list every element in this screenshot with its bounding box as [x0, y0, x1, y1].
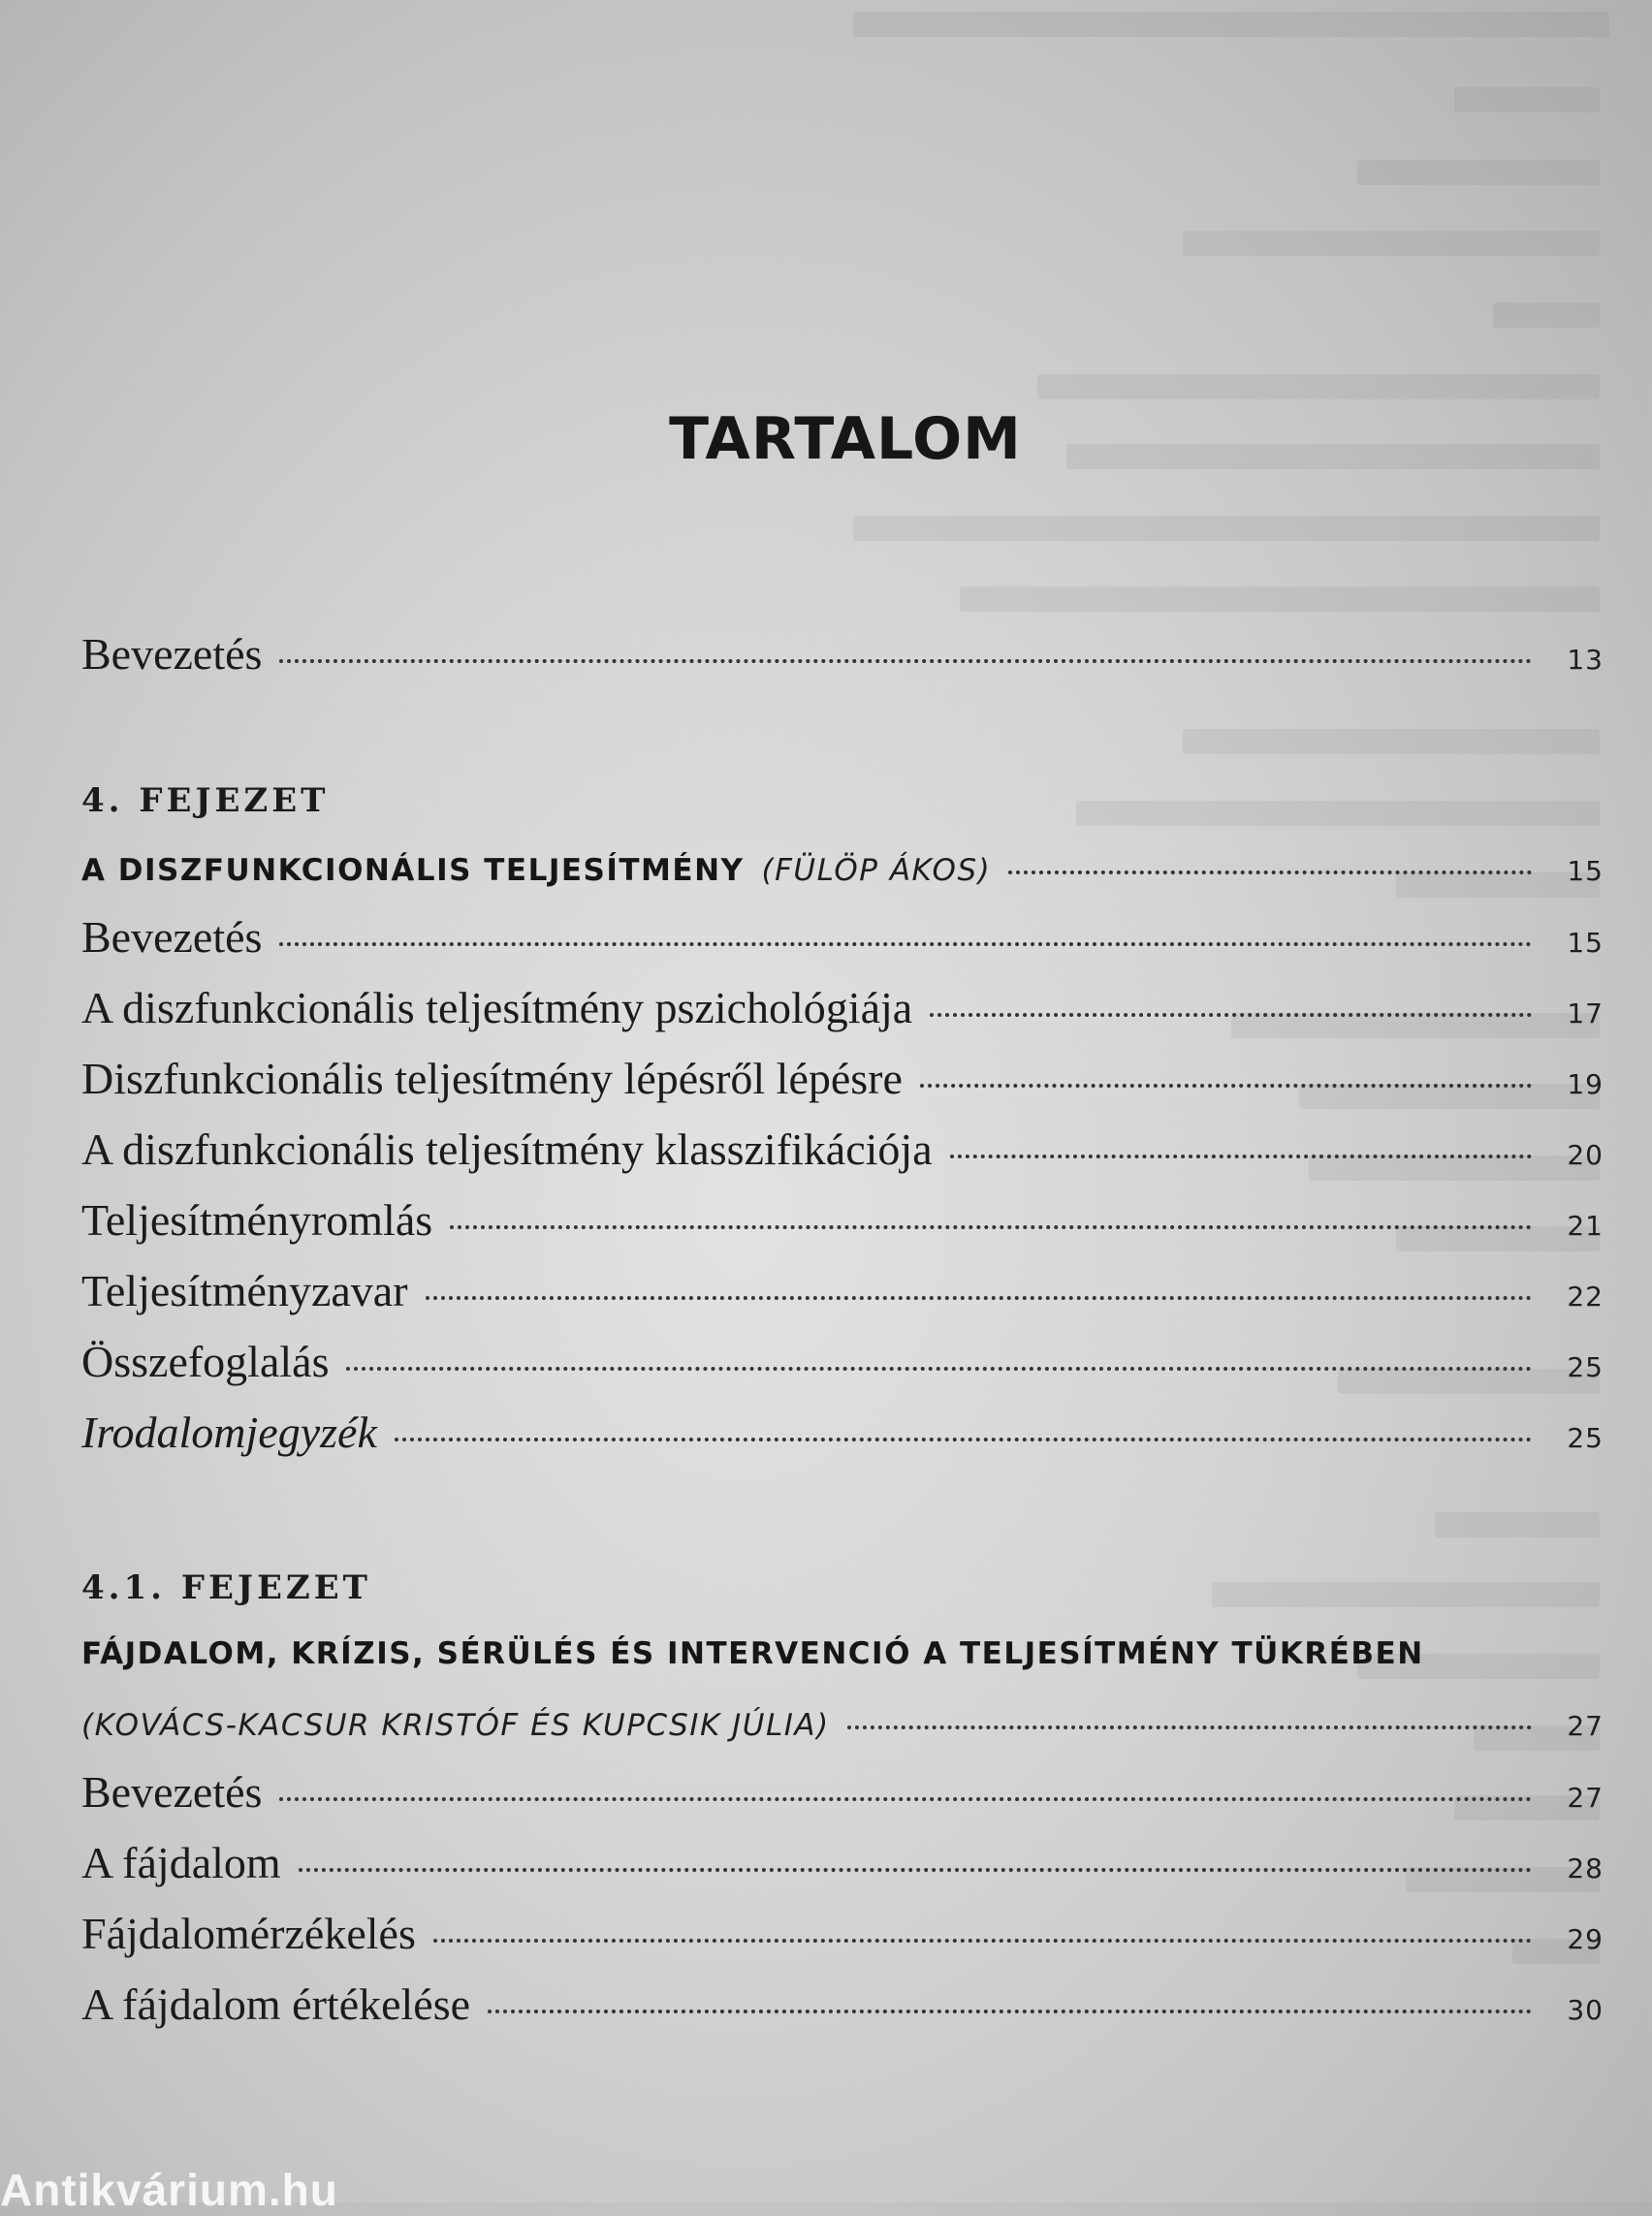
entry-label: Bevezetés [81, 629, 263, 679]
dot-leader [488, 2010, 1532, 2013]
page-number: 15 [1567, 855, 1604, 887]
dot-leader [950, 1155, 1532, 1158]
entry-label: Fájdalomérzékelés [81, 1909, 416, 1958]
chapter-author: (KOVÁCS-KACSUR KRISTÓF ÉS KUPCSIK JÚLIA) [81, 1708, 830, 1743]
entry-label: Diszfunkcionális teljesítmény lépésről lépésre [81, 1054, 903, 1103]
page-number: 27 [1567, 1710, 1604, 1742]
page-number: 27 [1567, 1782, 1604, 1814]
chapter-author: (FÜLÖP ÁKOS) [761, 853, 992, 888]
page-number: 13 [1567, 644, 1604, 676]
toc-entry[interactable] [81, 1979, 1604, 2030]
dot-leader [920, 1084, 1532, 1088]
page-number: 15 [1567, 927, 1604, 959]
page-title: TARTALOM [669, 405, 1022, 473]
page-number: 29 [1567, 1923, 1604, 1955]
watermark: Antikvárium.hu [0, 2165, 338, 2215]
entry-label: Teljesítményromlás [81, 1195, 433, 1245]
chapter-heading[interactable] [81, 853, 1604, 888]
dot-leader [433, 1939, 1532, 1943]
dot-leader [1008, 871, 1532, 874]
page-number: 17 [1567, 997, 1604, 1029]
toc-entry[interactable] [81, 1837, 1604, 1888]
dot-leader [346, 1367, 1532, 1371]
entry-label: Bevezetés [81, 912, 263, 962]
dot-leader [279, 942, 1532, 946]
chapter-label: 4.1. FEJEZET [81, 1568, 371, 1607]
toc-entry[interactable] [81, 1407, 1604, 1458]
toc-entry[interactable] [81, 1766, 1604, 1818]
toc-entry[interactable] [81, 1124, 1604, 1175]
entry-label: A diszfunkcionális teljesítmény pszichológiája [81, 983, 913, 1032]
page-number: 20 [1567, 1139, 1604, 1171]
dot-leader [426, 1296, 1532, 1300]
dot-leader [395, 1438, 1532, 1441]
toc-entry[interactable] [81, 1908, 1604, 1959]
entry-label: Irodalomjegyzék [81, 1408, 377, 1457]
page-number: 30 [1567, 1994, 1604, 2026]
dot-leader [847, 1725, 1532, 1729]
entry-label: A fájdalom értékelése [81, 1979, 471, 2029]
page-number: 28 [1567, 1852, 1604, 1884]
toc-entry-intro[interactable] [81, 628, 1604, 680]
toc-entry[interactable] [81, 1194, 1604, 1246]
toc-entry[interactable] [81, 1336, 1604, 1387]
page-number: 21 [1567, 1210, 1604, 1242]
chapter-author-row[interactable] [81, 1708, 1604, 1743]
toc-entry[interactable] [81, 911, 1604, 963]
entry-label: Teljesítményzavar [81, 1266, 408, 1315]
toc-entry[interactable] [81, 982, 1604, 1033]
entry-label: Összefoglalás [81, 1337, 330, 1386]
toc-entry[interactable] [81, 1265, 1604, 1316]
dot-leader [279, 1797, 1532, 1801]
toc-entry[interactable] [81, 1053, 1604, 1104]
entry-label: A diszfunkcionális teljesítmény klasszifikációja [81, 1124, 933, 1174]
page-number: 25 [1567, 1351, 1604, 1383]
chapter-label: 4. FEJEZET [81, 781, 330, 820]
chapter-title[interactable]: FÁJDALOM, KRÍZIS, SÉRÜLÉS ÉS INTERVENCIÓ A TELJESÍTMÉNY TÜKRÉBEN [81, 1636, 1424, 1671]
chapter-title: A DISZFUNKCIONÁLIS TELJESÍTMÉNY [81, 853, 745, 888]
page-number: 22 [1567, 1281, 1604, 1313]
dot-leader [450, 1225, 1532, 1229]
entry-label: Bevezetés [81, 1767, 263, 1817]
dot-leader [930, 1013, 1532, 1017]
dot-leader [279, 659, 1532, 663]
page-number: 19 [1567, 1068, 1604, 1100]
dot-leader [299, 1868, 1532, 1872]
entry-label: A fájdalom [81, 1838, 281, 1887]
page-number: 25 [1567, 1422, 1604, 1454]
